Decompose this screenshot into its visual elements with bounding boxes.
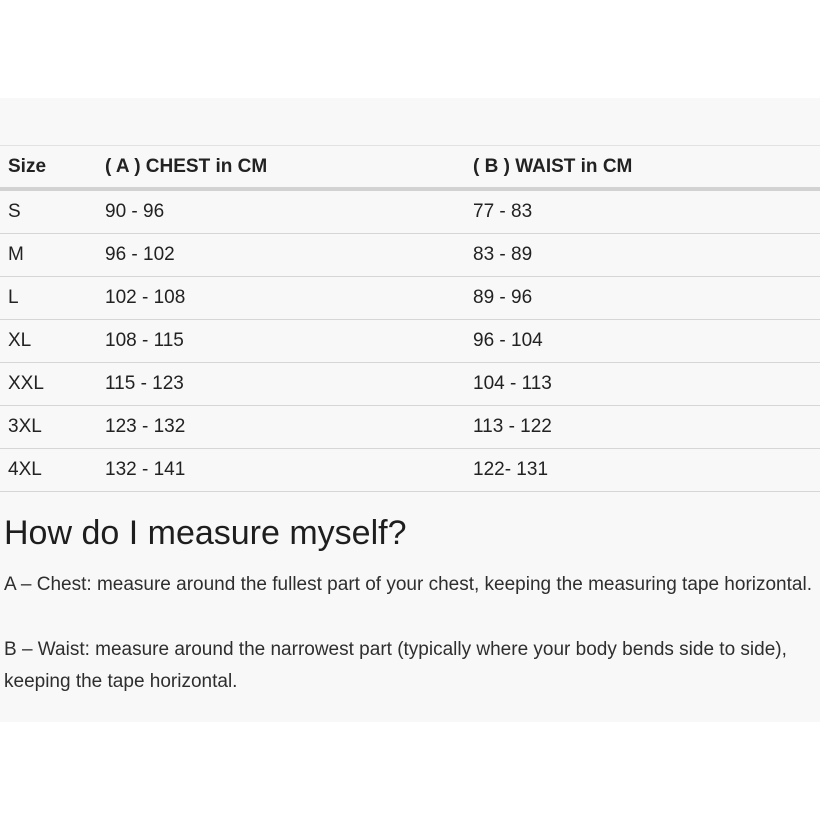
size-cell: 4XL [8, 459, 42, 480]
chest-cell: 132 - 141 [105, 459, 186, 480]
table-row [0, 277, 820, 320]
chest-cell: 123 - 132 [105, 416, 186, 437]
table-row [0, 406, 820, 449]
header-size: Size [8, 156, 47, 177]
chest-instruction: A – Chest: measure around the fullest part of your chest, keeping the measuring tape horizontal. [4, 574, 812, 595]
waist-cell: 122- 131 [473, 459, 549, 480]
size-cell: 3XL [8, 416, 42, 437]
chest-cell: 102 - 108 [105, 287, 186, 308]
waist-instruction: B – Waist: measure around the narrowest part (typically where your body bends side to side), keeping the tape horizontal. [4, 639, 787, 692]
table-row [0, 234, 820, 277]
table-row [0, 363, 820, 406]
waist-cell: 104 - 113 [473, 373, 552, 394]
size-cell: XXL [8, 373, 44, 394]
chest-cell: 115 - 123 [105, 373, 184, 394]
chest-cell: 108 - 115 [105, 330, 184, 351]
table-row [0, 191, 820, 234]
size-cell: M [8, 244, 24, 265]
waist-cell: 113 - 122 [473, 416, 552, 437]
size-chart-panel [0, 98, 820, 722]
waist-cell: 96 - 104 [473, 330, 543, 351]
header-chest: ( A ) CHEST in CM [105, 156, 268, 177]
measure-guide-title: How do I measure myself? [4, 514, 407, 552]
waist-cell: 83 - 89 [473, 244, 533, 265]
size-table [0, 145, 820, 492]
size-cell: XL [8, 330, 32, 351]
table-header-row [0, 146, 820, 191]
size-cell: S [8, 201, 21, 222]
waist-cell: 77 - 83 [473, 201, 533, 222]
waist-cell: 89 - 96 [473, 287, 533, 308]
chest-cell: 96 - 102 [105, 244, 175, 265]
size-cell: L [8, 287, 19, 308]
chest-cell: 90 - 96 [105, 201, 165, 222]
table-row [0, 449, 820, 492]
table-row [0, 320, 820, 363]
header-waist: ( B ) WAIST in CM [473, 156, 633, 177]
